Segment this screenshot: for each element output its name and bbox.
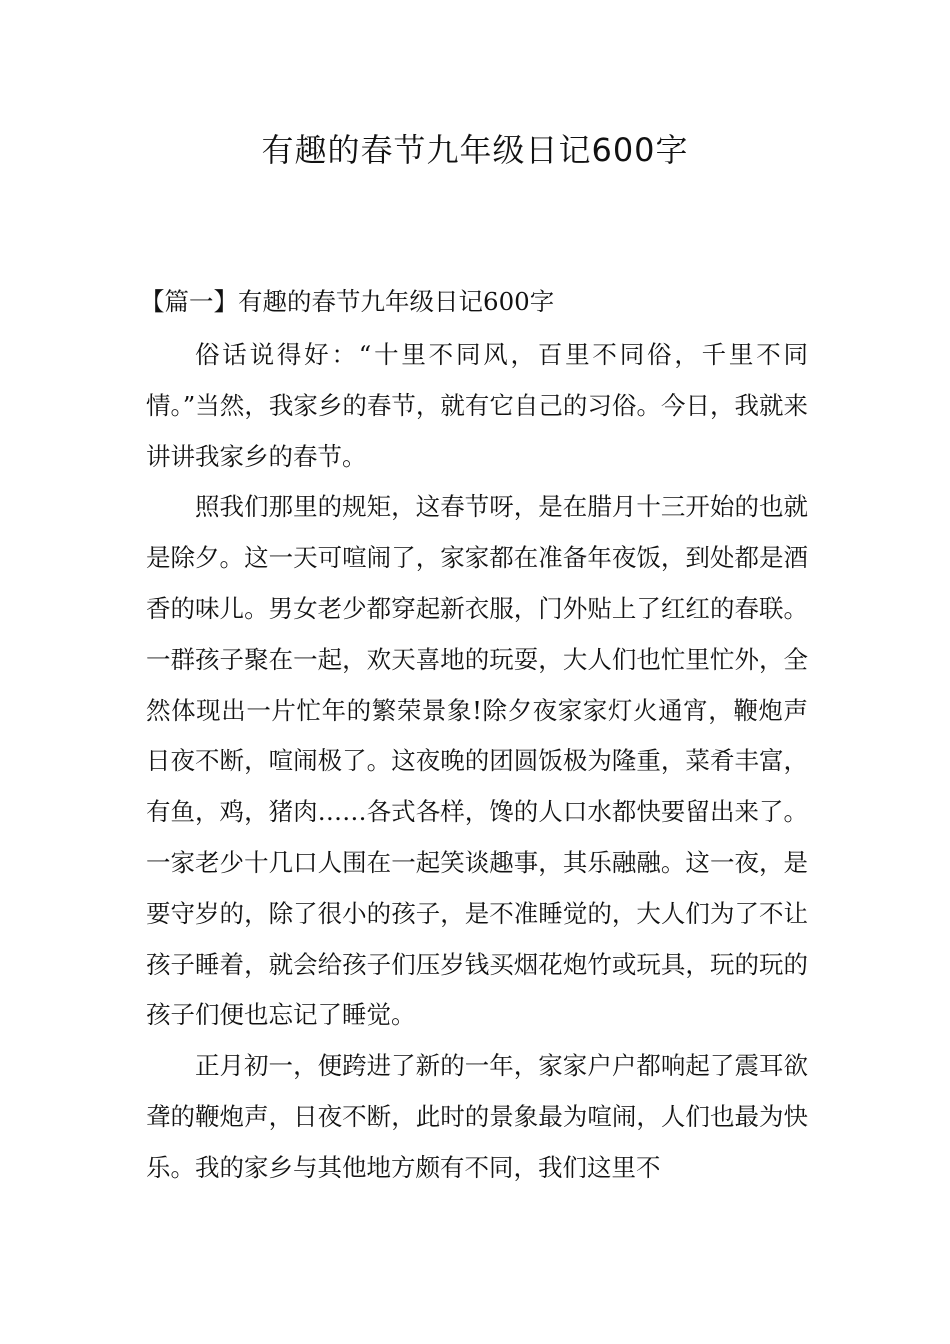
paragraph-2: 照我们那里的规矩，这春节呀，是在腊月十三开始的也就是除夕。这一天可喧闹了，家家都在准备年夜饭，到处都是酒香的味儿。男女老少都穿起新衣服，门外贴上了红红的春联。一群孩子聚在一起，欢天喜地的玩耍，大人们也忙里忙外，全然体现出一片忙年的繁荣景象!除夕夜家家灯火通宵，鞭炮声日夜不断，喧闹极了。这夜晚的团圆饭极为隆重，菜肴丰富，有鱼，鸡，猪肉……各式各样，馋的人口水都快要留出来了。一家老少十几口人围在一起笑谈趣事，其乐融融。这一夜，是要守岁的，除了很小的孩子，是不准睡觉的，大人们为了不让孩子睡着，就会给孩子们压岁钱买烟花炮竹或玩具，玩的玩的孩子们便也忘记了睡觉。 [146, 492, 808, 1030]
section-heading: 【篇一】有趣的春节九年级日记600字 [140, 287, 555, 316]
document-body [140, 282, 808, 1194]
paragraph-1: 俗话说得好：“十里不同风，百里不同俗，千里不同情。”当然，我家乡的春节，就有它自己的习俗。今日，我就来讲讲我家乡的春节。 [146, 340, 808, 471]
paragraph-3: 正月初一，便跨进了新的一年，家家户户都响起了震耳欲聋的鞭炮声，日夜不断，此时的景象最为喧闹，人们也最为快乐。我的家乡与其他地方颇有不同，我们这里不 [146, 1051, 808, 1182]
document-title: 有趣的春节九年级日记600字 [261, 131, 689, 169]
